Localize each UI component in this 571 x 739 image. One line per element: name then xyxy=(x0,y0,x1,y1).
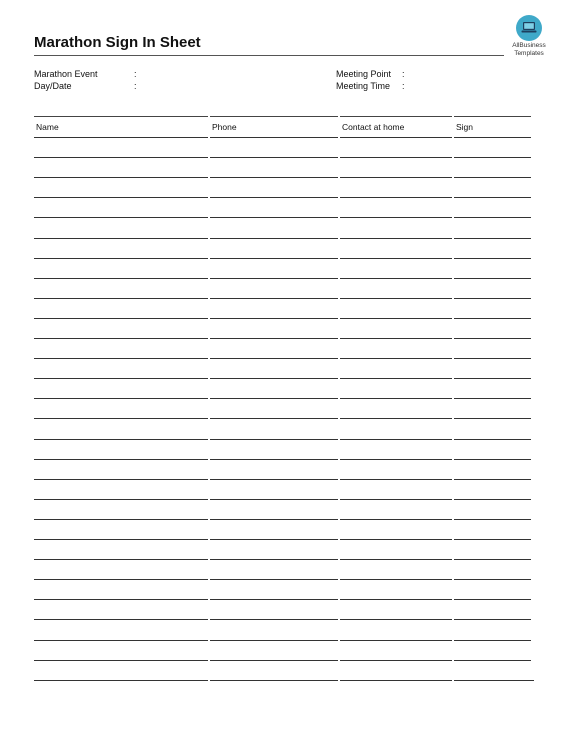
cell-line-phone[interactable] xyxy=(210,157,338,158)
cell-line-name[interactable] xyxy=(34,599,208,600)
cell-line-name[interactable] xyxy=(34,298,208,299)
field-separator: : xyxy=(402,81,405,91)
cell-line-sign[interactable] xyxy=(454,298,531,299)
cell-line-phone[interactable] xyxy=(210,278,338,279)
cell-line-name[interactable] xyxy=(34,640,208,641)
cell-line-phone[interactable] xyxy=(210,640,338,641)
column-header-contact: Contact at home xyxy=(342,122,405,132)
table-row[interactable] xyxy=(34,619,534,620)
cell-line-name[interactable] xyxy=(34,499,208,500)
cell-line-name[interactable] xyxy=(34,217,208,218)
cell-line-phone[interactable] xyxy=(210,579,338,580)
meeting-fields xyxy=(336,68,405,92)
laptop-icon xyxy=(516,15,542,41)
cell-line-sign[interactable] xyxy=(454,640,531,641)
cell-line-contact[interactable] xyxy=(340,459,452,460)
event-fields xyxy=(34,68,137,92)
header-top-rule-contact xyxy=(340,116,452,117)
cell-line-phone[interactable] xyxy=(210,499,338,500)
cell-line-name[interactable] xyxy=(34,479,208,480)
cell-line-contact[interactable] xyxy=(340,338,452,339)
cell-line-name[interactable] xyxy=(34,278,208,279)
cell-line-name[interactable] xyxy=(34,358,208,359)
cell-line-phone[interactable] xyxy=(210,439,338,440)
field-meeting-time xyxy=(336,80,405,92)
cell-line-contact[interactable] xyxy=(340,278,452,279)
cell-line-sign[interactable] xyxy=(454,258,531,259)
cell-line-name[interactable] xyxy=(34,559,208,560)
cell-line-phone[interactable] xyxy=(210,619,338,620)
title-underline xyxy=(34,55,504,56)
cell-line-name[interactable] xyxy=(34,338,208,339)
cell-line-sign[interactable] xyxy=(454,338,531,339)
field-separator: : xyxy=(134,69,137,79)
cell-line-sign[interactable] xyxy=(454,619,531,620)
cell-line-contact xyxy=(340,137,452,138)
cell-line-sign[interactable] xyxy=(454,479,531,480)
cell-line-sign[interactable] xyxy=(454,217,531,218)
cell-line-sign[interactable] xyxy=(454,599,531,600)
cell-line-contact[interactable] xyxy=(340,660,452,661)
field-label: Meeting Point xyxy=(336,69,392,79)
cell-line-contact[interactable] xyxy=(340,619,452,620)
cell-line-name[interactable] xyxy=(34,318,208,319)
cell-line-name[interactable] xyxy=(34,660,208,661)
cell-line-sign[interactable] xyxy=(454,499,531,500)
cell-line-contact[interactable] xyxy=(340,539,452,540)
cell-line-contact[interactable] xyxy=(340,378,452,379)
table-row[interactable] xyxy=(34,439,534,440)
cell-line-name[interactable] xyxy=(34,157,208,158)
cell-line-contact[interactable] xyxy=(340,479,452,480)
cell-line-name[interactable] xyxy=(34,378,208,379)
cell-line-sign[interactable] xyxy=(454,157,531,158)
table-row[interactable] xyxy=(34,177,534,178)
cell-line-phone[interactable] xyxy=(210,519,338,520)
cell-line-contact[interactable] xyxy=(340,559,452,560)
cell-line-contact[interactable] xyxy=(340,197,452,198)
cell-line-name[interactable] xyxy=(34,177,208,178)
cell-line-sign xyxy=(454,137,531,138)
table-row[interactable] xyxy=(34,660,534,661)
cell-line-phone[interactable] xyxy=(210,599,338,600)
cell-line-phone[interactable] xyxy=(210,298,338,299)
cell-line-sign[interactable] xyxy=(454,378,531,379)
cell-line-phone[interactable] xyxy=(210,177,338,178)
cell-line-name[interactable] xyxy=(34,579,208,580)
header-top-rule-phone xyxy=(210,116,338,117)
cell-line-contact[interactable] xyxy=(340,519,452,520)
header-top-rule-sign xyxy=(454,116,531,117)
table-row[interactable] xyxy=(34,680,534,681)
table-row[interactable] xyxy=(34,278,534,279)
column-header-name: Name xyxy=(36,122,59,132)
cell-line-phone xyxy=(210,137,338,138)
cell-line-phone[interactable] xyxy=(210,418,338,419)
table-row[interactable] xyxy=(34,579,534,580)
table-row[interactable] xyxy=(34,318,534,319)
cell-line-sign[interactable] xyxy=(454,660,531,661)
field-separator: : xyxy=(134,81,137,91)
table-row[interactable] xyxy=(34,258,534,259)
table-row[interactable] xyxy=(34,197,534,198)
table-row[interactable] xyxy=(34,599,534,600)
brand-logo xyxy=(506,15,552,57)
cell-line-sign[interactable] xyxy=(454,398,531,399)
cell-line-name[interactable] xyxy=(34,619,208,620)
cell-line-contact[interactable] xyxy=(340,318,452,319)
cell-line-sign[interactable] xyxy=(454,318,531,319)
table-row[interactable] xyxy=(34,358,534,359)
cell-line-sign[interactable] xyxy=(454,579,531,580)
cell-line-contact[interactable] xyxy=(340,418,452,419)
cell-line-name[interactable] xyxy=(34,238,208,239)
cell-line-phone[interactable] xyxy=(210,459,338,460)
cell-line-contact[interactable] xyxy=(340,298,452,299)
field-day-date xyxy=(34,80,137,92)
cell-line-sign[interactable] xyxy=(454,358,531,359)
table-row[interactable] xyxy=(34,479,534,480)
cell-line-phone[interactable] xyxy=(210,398,338,399)
cell-line-sign[interactable] xyxy=(454,177,531,178)
cell-line-sign[interactable] xyxy=(454,539,531,540)
table-row[interactable] xyxy=(34,217,534,218)
table-row[interactable] xyxy=(34,559,534,560)
column-header-sign: Sign xyxy=(456,122,474,132)
field-label: Marathon Event xyxy=(34,69,98,79)
cell-line-phone[interactable] xyxy=(210,378,338,379)
field-separator: : xyxy=(402,69,405,79)
cell-line-contact[interactable] xyxy=(340,398,452,399)
cell-line-phone[interactable] xyxy=(210,539,338,540)
cell-line-contact[interactable] xyxy=(340,258,452,259)
cell-line-contact[interactable] xyxy=(340,599,452,600)
logo-text-line2: Templates xyxy=(514,50,544,57)
column-header-phone: Phone xyxy=(212,122,237,132)
cell-line-name[interactable] xyxy=(34,680,208,681)
header-top-rule-name xyxy=(34,116,208,117)
cell-line-contact[interactable] xyxy=(340,358,452,359)
table-row[interactable] xyxy=(34,378,534,379)
document-title: Marathon Sign In Sheet xyxy=(34,34,201,51)
cell-line-sign[interactable] xyxy=(454,519,531,520)
cell-line-contact[interactable] xyxy=(340,157,452,158)
cell-line-phone[interactable] xyxy=(210,258,338,259)
cell-line-phone[interactable] xyxy=(210,318,338,319)
field-marathon-event xyxy=(34,68,137,80)
cell-line-sign[interactable] xyxy=(454,439,531,440)
cell-line-phone[interactable] xyxy=(210,559,338,560)
cell-line-phone[interactable] xyxy=(210,479,338,480)
cell-line-name[interactable] xyxy=(34,418,208,419)
table-row[interactable] xyxy=(34,338,534,339)
cell-line-contact[interactable] xyxy=(340,238,452,239)
cell-line-phone[interactable] xyxy=(210,660,338,661)
cell-line-contact[interactable] xyxy=(340,217,452,218)
cell-line-phone[interactable] xyxy=(210,238,338,239)
table-row[interactable] xyxy=(34,298,534,299)
cell-line-phone[interactable] xyxy=(210,358,338,359)
cell-line-name[interactable] xyxy=(34,439,208,440)
cell-line-sign[interactable] xyxy=(454,278,531,279)
field-meeting-point xyxy=(336,68,405,80)
logo-text-line1: AllBusiness xyxy=(512,42,546,49)
cell-line-name[interactable] xyxy=(34,539,208,540)
field-label: Day/Date xyxy=(34,81,72,91)
cell-line-contact[interactable] xyxy=(340,640,452,641)
cell-line-contact[interactable] xyxy=(340,177,452,178)
cell-line-phone[interactable] xyxy=(210,217,338,218)
field-label: Meeting Time xyxy=(336,81,391,91)
cell-line-name[interactable] xyxy=(34,398,208,399)
table-row[interactable] xyxy=(34,238,534,239)
table-row[interactable] xyxy=(34,640,534,641)
cell-line-sign[interactable] xyxy=(454,559,531,560)
cell-line-name[interactable] xyxy=(34,519,208,520)
table-row[interactable] xyxy=(34,398,534,399)
cell-line-contact[interactable] xyxy=(340,439,452,440)
cell-line-sign[interactable] xyxy=(454,680,534,681)
table-row[interactable] xyxy=(34,539,534,540)
cell-line-sign[interactable] xyxy=(454,418,531,419)
cell-line-sign[interactable] xyxy=(454,238,531,239)
cell-line-name xyxy=(34,137,208,138)
cell-line-phone[interactable] xyxy=(210,680,338,681)
cell-line-phone[interactable] xyxy=(210,197,338,198)
cell-line-contact[interactable] xyxy=(340,680,452,681)
cell-line-sign[interactable] xyxy=(454,197,531,198)
cell-line-name[interactable] xyxy=(34,197,208,198)
table-row[interactable] xyxy=(34,418,534,419)
cell-line-sign[interactable] xyxy=(454,459,531,460)
header-bottom-rule xyxy=(34,137,534,138)
cell-line-contact[interactable] xyxy=(340,499,452,500)
cell-line-name[interactable] xyxy=(34,459,208,460)
table-row[interactable] xyxy=(34,459,534,460)
table-row[interactable] xyxy=(34,499,534,500)
table-row[interactable] xyxy=(34,519,534,520)
cell-line-phone[interactable] xyxy=(210,338,338,339)
table-row[interactable] xyxy=(34,157,534,158)
cell-line-name[interactable] xyxy=(34,258,208,259)
cell-line-contact[interactable] xyxy=(340,579,452,580)
